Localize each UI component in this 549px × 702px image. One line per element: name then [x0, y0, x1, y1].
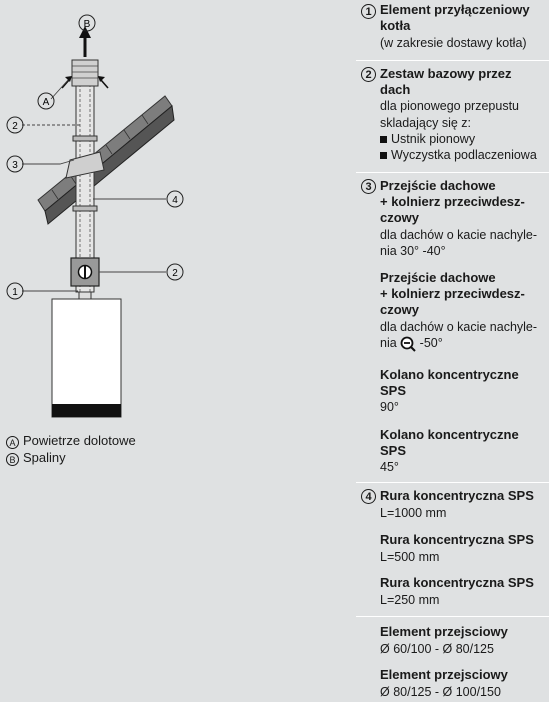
marker-3	[7, 156, 23, 172]
section-3-item-1-title-line-1: Przejście dachowe	[380, 178, 496, 193]
section-3-item-1-title-line-2: + kolnierz przeciwdesz-	[380, 194, 525, 209]
section-3-item-2-title-line-2: + kolnierz przeciwdesz-	[380, 286, 525, 301]
section-1	[356, 0, 549, 60]
svg-text:2: 2	[172, 268, 178, 279]
square-bullet-icon	[380, 152, 387, 159]
section-2-line-2: skladający się z:	[380, 116, 472, 130]
svg-text:1: 1	[12, 287, 18, 298]
marker-1	[7, 283, 23, 299]
section-number-3: 3	[361, 179, 376, 194]
section-4-item-1-title: Rura koncentryczna SPS	[380, 488, 534, 503]
section-3-item-1-line-2: nia 30° -40°	[380, 244, 446, 258]
section-5	[356, 616, 549, 702]
section-1-title-line-2: kotła	[380, 18, 411, 33]
section-3-item-2-title-line-3: czowy	[380, 302, 420, 317]
legend-marker-b: B	[6, 453, 19, 466]
svg-text:A: A	[42, 97, 50, 108]
section-3-item-2-line-1: dla dachów o kacie nachyle-	[380, 320, 538, 334]
legend-item-b	[6, 450, 66, 466]
flue-system-diagram	[0, 0, 356, 480]
section-4-item-2-title: Rura koncentryczna SPS	[380, 532, 534, 547]
marker-2-top	[7, 117, 23, 133]
section-2	[356, 60, 549, 172]
legend-label-b: Spaliny	[23, 450, 66, 465]
marker-2-bottom	[167, 264, 183, 280]
section-3	[356, 172, 549, 482]
section-3-item-2-line-2	[380, 335, 443, 352]
section-number-4: 4	[361, 489, 376, 504]
section-number-2: 2	[361, 67, 376, 82]
section-2-bullet-2: Wyczystka podlaczeniowa	[380, 147, 537, 163]
boiler	[52, 292, 121, 417]
section-3-item-4-value: 45°	[380, 460, 399, 474]
section-3-item-3-title-line-1: Kolano koncentryczne	[380, 367, 519, 382]
svg-text:2: 2	[12, 121, 18, 132]
marker-b	[79, 15, 95, 31]
section-5-item-2-title: Element przejsciowy	[380, 667, 508, 682]
legend-label-a: Powietrze dolotowe	[23, 433, 136, 448]
section-3-item-1-title-line-3: czowy	[380, 210, 420, 225]
section-3-item-2-title-line-1: Przejście dachowe	[380, 270, 496, 285]
zoom-out-icon[interactable]	[400, 336, 416, 352]
legend-item-a	[6, 433, 136, 449]
section-5-item-2-value: Ø 80/125 - Ø 100/150	[380, 685, 501, 699]
parts-list	[356, 0, 549, 702]
section-number-1: 1	[361, 4, 376, 19]
legend-marker-a: A	[6, 436, 19, 449]
svg-text:B: B	[83, 19, 91, 30]
section-2-line-1: dla pionowego przepustu	[380, 99, 519, 113]
marker-a	[38, 93, 54, 109]
section-4-item-2-value: L=500 mm	[380, 550, 440, 564]
section-4	[356, 482, 549, 616]
section-2-title-line-1: Zestaw bazowy przez	[380, 66, 512, 81]
section-3-item-4-title-line-2: SPS	[380, 443, 407, 458]
svg-text:3: 3	[12, 160, 18, 171]
section-1-title-line-1: Element przyłączeniowy	[380, 2, 530, 17]
section-3-item-2-line-2-start: nia	[380, 336, 397, 350]
section-3-item-4-title-line-1: Kolano koncentryczne	[380, 427, 519, 442]
section-2-bullet-1: Ustnik pionowy	[380, 131, 475, 147]
square-bullet-icon	[380, 136, 387, 143]
svg-text:4: 4	[172, 195, 178, 206]
section-1-note: (w zakresie dostawy kotła)	[380, 36, 527, 50]
section-3-item-3-title-line-2: SPS	[380, 383, 407, 398]
roof	[38, 96, 174, 224]
section-3-item-2-line-2-end: -50°	[419, 336, 443, 350]
section-2-title-line-2: dach	[380, 82, 411, 97]
section-3-item-1-line-1: dla dachów o kacie nachyle-	[380, 228, 538, 242]
section-4-item-1-value: L=1000 mm	[380, 506, 447, 520]
section-4-item-3-value: L=250 mm	[380, 593, 440, 607]
section-5-item-1-value: Ø 60/100 - Ø 80/125	[380, 642, 494, 656]
section-5-item-1-title: Element przejsciowy	[380, 624, 508, 639]
marker-4	[167, 191, 183, 207]
section-3-item-3-value: 90°	[380, 400, 399, 414]
section-4-item-3-title: Rura koncentryczna SPS	[380, 575, 534, 590]
